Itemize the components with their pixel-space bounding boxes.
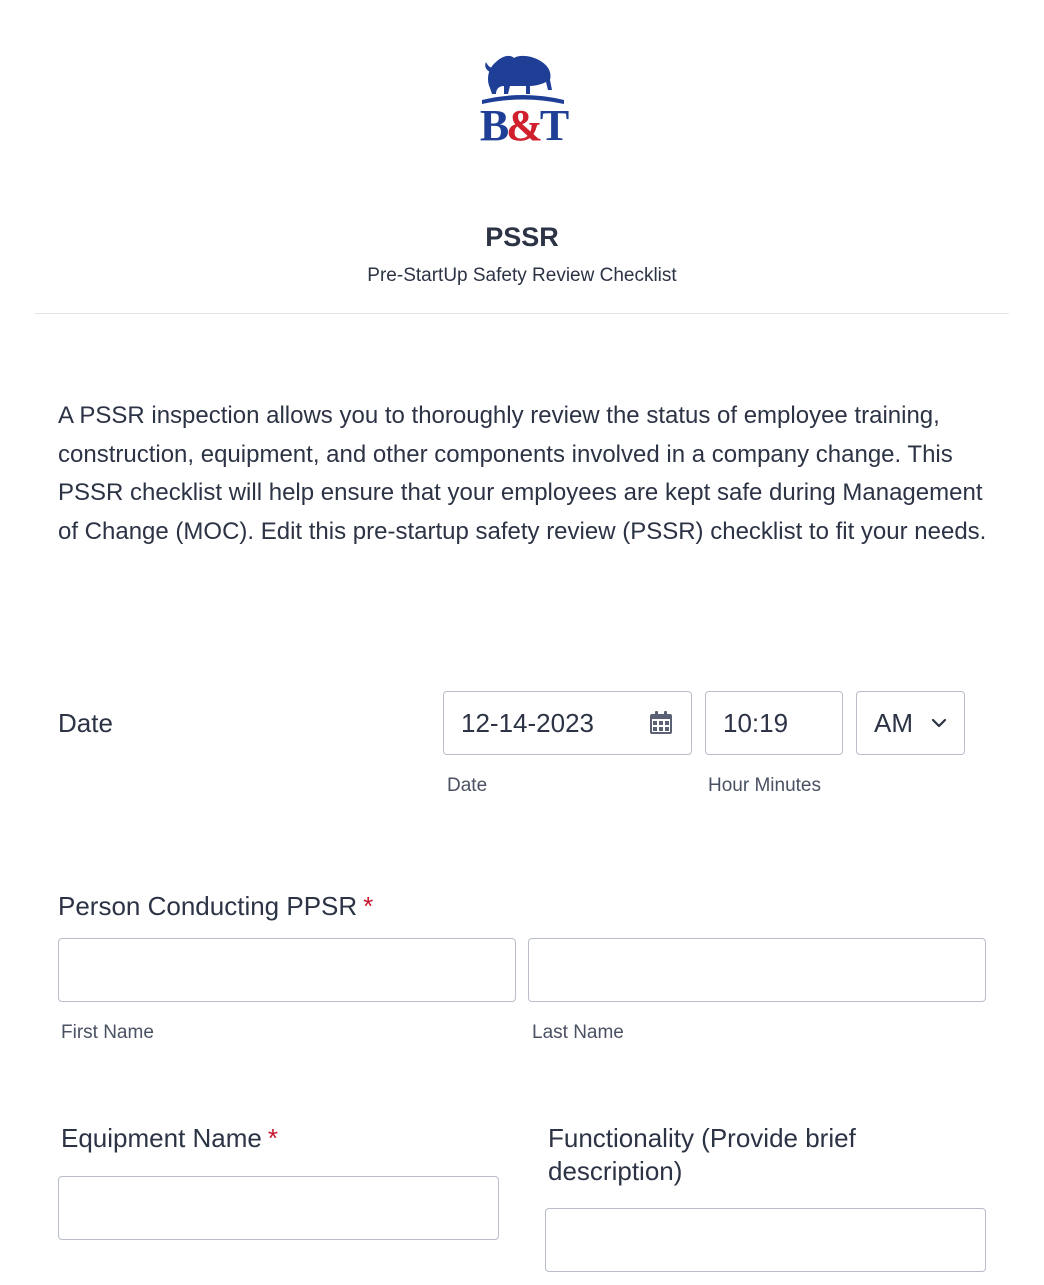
bison-icon xyxy=(476,50,570,106)
page-title: PSSR xyxy=(485,222,559,252)
functionality-label xyxy=(548,1122,856,1188)
required-marker: * xyxy=(267,1123,279,1153)
person-label-text: Person Conducting PPSR xyxy=(58,891,358,921)
equipment-label-text: Equipment Name xyxy=(61,1123,262,1153)
date-input[interactable] xyxy=(443,691,692,755)
equipment-name-field[interactable] xyxy=(76,1193,498,1224)
equipment-label xyxy=(61,1122,278,1155)
chevron-down-icon xyxy=(930,714,948,732)
functionality-field[interactable] xyxy=(563,1225,985,1256)
intro-paragraph: A PSSR inspection allows you to thoroughly review the status of employee training, construction, equipment, and other components involved in a company change. This PSSR checklist will help ensure that your employees are kept safe during Management of Change (MOC). Edit this pre-startup safety review (PSSR) checklist to fit your needs. xyxy=(58,402,987,545)
first-name-input[interactable] xyxy=(58,938,516,1002)
header-divider xyxy=(35,313,1009,314)
ampm-select[interactable] xyxy=(856,691,965,755)
person-label xyxy=(58,890,373,923)
ampm-value: AM xyxy=(874,707,913,738)
time-input[interactable] xyxy=(705,691,843,755)
functionality-input[interactable] xyxy=(545,1208,986,1272)
calendar-icon[interactable] xyxy=(649,711,673,735)
logo-wordmark: B&T xyxy=(479,101,567,150)
equipment-name-input[interactable] xyxy=(58,1176,499,1240)
last-name-input[interactable] xyxy=(528,938,986,1002)
time-input-field[interactable] xyxy=(723,708,842,739)
functionality-label-line2: description) xyxy=(548,1156,683,1186)
required-marker: * xyxy=(363,891,374,921)
first-name-sublabel: First Name xyxy=(61,1022,154,1043)
date-sublabel: Date xyxy=(447,775,488,796)
page-subtitle: Pre-StartUp Safety Review Checklist xyxy=(367,265,677,286)
company-logo xyxy=(476,50,570,150)
last-name-field[interactable] xyxy=(546,955,985,986)
functionality-label-line1: Functionality (Provide brief xyxy=(548,1123,856,1153)
first-name-field[interactable] xyxy=(76,955,515,986)
last-name-sublabel: Last Name xyxy=(532,1022,624,1043)
time-sublabel: Hour Minutes xyxy=(708,775,821,796)
date-label: Date xyxy=(58,708,113,738)
